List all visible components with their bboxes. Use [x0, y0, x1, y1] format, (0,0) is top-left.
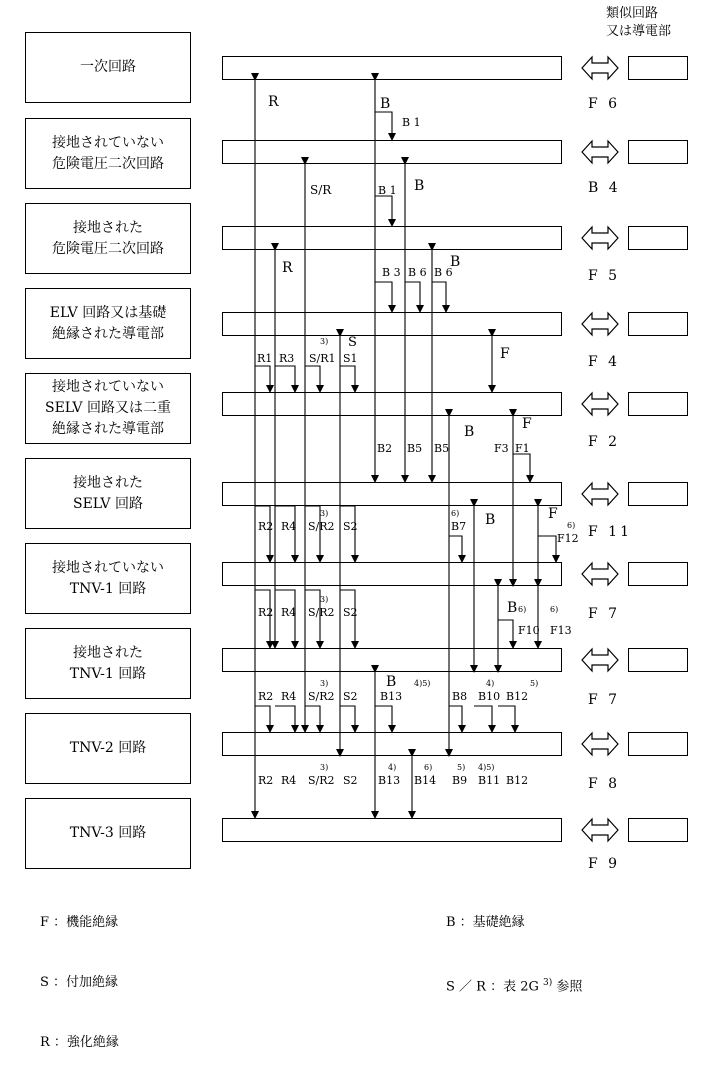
- connector-line: [375, 282, 392, 312]
- arrow-label: R: [282, 260, 293, 276]
- arrow-label: B: [464, 424, 475, 440]
- connector-line: [275, 506, 295, 562]
- legend-left: [40, 873, 119, 1073]
- circuit-label-line: 危険電圧二次回路: [52, 240, 164, 257]
- connector-line: [275, 366, 295, 392]
- arrow-label: B11: [478, 774, 501, 787]
- arrow-label: B 1: [378, 184, 397, 197]
- connector-line: [305, 590, 320, 648]
- arrow-label: 3): [320, 763, 329, 772]
- arrow-label: B 3: [382, 266, 401, 279]
- arrow-label: 4)5): [478, 763, 495, 772]
- connector-line: [305, 706, 320, 732]
- connector-line: [255, 706, 270, 732]
- arrow-label: S2: [343, 606, 358, 619]
- arrow-label: F12: [557, 532, 579, 545]
- arrow-label: B13: [378, 774, 401, 787]
- connector-line: [255, 366, 270, 392]
- connector-line: [449, 706, 462, 732]
- arrow-label: B5: [407, 442, 423, 455]
- connector-line: [405, 282, 420, 312]
- arrow-label: S2: [343, 690, 358, 703]
- legend-right: [446, 873, 582, 1017]
- arrow-label: B: [414, 178, 425, 194]
- arrow-label: R1: [257, 352, 273, 365]
- arrow-label: B5: [434, 442, 450, 455]
- circuit-label-line: TNV-3 回路: [69, 825, 147, 841]
- arrow-label: B10: [478, 690, 501, 703]
- arrow-label: S2: [343, 520, 358, 533]
- arrow-label: S/R: [310, 183, 332, 197]
- legend-reinforced: R ：強化絶縁: [40, 1035, 119, 1050]
- arrow-label: S2: [343, 774, 358, 787]
- circuit-label-line: 接地された: [73, 644, 143, 661]
- arrow-label: 4)5): [414, 679, 431, 688]
- equivalent-arrow: [582, 483, 618, 505]
- arrow-label: B13: [380, 690, 403, 703]
- connector-line: [255, 506, 270, 562]
- arrow-label: 4): [486, 679, 495, 688]
- equivalent-arrow: [582, 733, 618, 755]
- arrow-label: B 6: [434, 266, 453, 279]
- arrow-label: B14: [414, 774, 437, 787]
- arrow-label: 4): [388, 763, 397, 772]
- connector-line: [340, 590, 355, 648]
- insulation-label: F 5: [588, 268, 621, 284]
- arrow-label: 6): [424, 763, 433, 772]
- connector-line: [275, 590, 295, 648]
- equivalent-arrow: [582, 393, 618, 415]
- arrow-label: 6): [451, 509, 460, 518]
- arrow-label: R4: [281, 690, 297, 703]
- insulation-label: F 11: [588, 524, 632, 540]
- connector-line: [498, 706, 515, 732]
- arrow-label: F13: [550, 624, 572, 637]
- arrow-label: B: [485, 512, 496, 528]
- equivalent-arrow: [582, 313, 618, 335]
- arrow-label: R: [268, 94, 279, 110]
- arrow-label: B8: [452, 690, 468, 703]
- insulation-label: F 4: [588, 354, 621, 370]
- arrow-label: R2: [258, 520, 274, 533]
- equivalent-arrow: [582, 563, 618, 585]
- arrow-label: B: [507, 600, 518, 616]
- connector-line: [513, 454, 530, 482]
- circuit-label-line: 一次回路: [80, 59, 136, 75]
- equivalent-arrow: [582, 819, 618, 841]
- circuit-label-line: 接地されていない: [52, 379, 164, 395]
- circuit-label-line: SELV 回路又は二重: [44, 400, 171, 416]
- insulation-label: F 9: [588, 856, 621, 872]
- arrow-label: B12: [506, 690, 529, 703]
- connector-line: [432, 282, 446, 312]
- circuit-label-line: ELV 回路又は基礎: [49, 304, 167, 321]
- circuit-label-line: SELV 回路: [72, 495, 143, 512]
- circuit-label-line: 接地されていない: [52, 134, 164, 151]
- circuit-label-line: 絶縁された導電部: [52, 421, 164, 437]
- insulation-label: F 6: [588, 96, 621, 112]
- legend-functional: F ：機能絶縁: [40, 915, 119, 930]
- equivalent-arrow: [582, 649, 618, 671]
- arrow-label: F: [548, 506, 558, 522]
- connector-line: [474, 706, 492, 732]
- arrow-label: 3): [320, 337, 329, 346]
- header-line-1: 類似回路: [606, 6, 659, 21]
- arrow-label: R2: [258, 774, 274, 787]
- arrow-label: B7: [451, 520, 467, 533]
- circuit-label-line: TNV-2 回路: [69, 740, 147, 756]
- legend-basic: B ：基礎絶縁: [446, 915, 525, 930]
- circuit-label-line: 絶縁された導電部: [52, 325, 164, 342]
- circuit-label-line: TNV-1 回路: [69, 665, 147, 682]
- arrow-label: R4: [281, 520, 297, 533]
- arrow-label: 3): [320, 679, 329, 688]
- header-line-2: 又は導電部: [606, 24, 672, 39]
- connector-line: [340, 506, 355, 562]
- equivalent-arrow: [582, 57, 618, 79]
- arrow-label: R4: [281, 774, 297, 787]
- arrow-label: B2: [377, 442, 393, 455]
- connector-line: [538, 536, 556, 562]
- arrow-label: F: [522, 416, 532, 432]
- arrow-label: R3: [279, 352, 295, 365]
- arrow-label: 6): [550, 605, 559, 614]
- arrow-label: B: [450, 254, 461, 270]
- arrow-label: S1: [343, 352, 358, 365]
- arrow-label: F1: [515, 442, 530, 455]
- arrow-label: F: [500, 346, 510, 362]
- arrow-label: S/R2: [308, 606, 335, 619]
- connector-line: [305, 506, 320, 562]
- arrow-label: B 6: [408, 266, 427, 279]
- circuit-label-line: 接地された: [73, 219, 143, 236]
- arrow-label: 5): [530, 679, 539, 688]
- insulation-label: F 7: [588, 692, 621, 708]
- circuit-label-line: 接地されていない: [52, 559, 164, 576]
- arrow-label: 3): [320, 595, 329, 604]
- arrow-label: S/R2: [308, 690, 335, 703]
- circuit-label-line: 接地された: [73, 474, 143, 491]
- arrow-label: B: [380, 96, 391, 112]
- arrow-label: F10: [518, 624, 540, 637]
- equivalent-arrow: [582, 141, 618, 163]
- connector-line: [305, 366, 320, 392]
- insulation-label: F 8: [588, 776, 621, 792]
- insulation-label: F 7: [588, 606, 621, 622]
- connector-line: [340, 706, 355, 732]
- connector-line: [275, 706, 295, 732]
- arrow-label: B: [386, 674, 397, 690]
- arrow-label: S: [348, 335, 357, 350]
- insulation-label: F 2: [588, 434, 621, 450]
- connector-line: [375, 196, 392, 226]
- arrow-label: S/R1: [309, 352, 336, 365]
- arrow-label: R2: [258, 606, 274, 619]
- connector-line: [375, 112, 392, 140]
- arrow-label: B9: [452, 774, 468, 787]
- arrow-label: R2: [258, 690, 274, 703]
- circuit-label-line: 危険電圧二次回路: [52, 155, 164, 172]
- arrow-label: R4: [281, 606, 297, 619]
- arrow-label: S/R2: [308, 520, 335, 533]
- arrow-label: 3): [320, 509, 329, 518]
- connector-line: [498, 620, 513, 648]
- legend-sr: S ／ R ：表 2G $^{3)}$ 参照: [446, 978, 583, 995]
- arrow-label: 5): [457, 763, 466, 772]
- arrow-label: B12: [506, 774, 529, 787]
- connector-line: [375, 706, 392, 732]
- circuit-label-line: TNV-1 回路: [69, 580, 147, 597]
- arrow-label: 6): [518, 605, 527, 614]
- insulation-label: B 4: [588, 180, 621, 196]
- arrow-label: 6): [567, 521, 576, 530]
- arrow-label: S/R2: [308, 774, 335, 787]
- equivalent-arrow: [582, 227, 618, 249]
- legend-supplementary: S ：付加絶縁: [40, 975, 119, 990]
- arrow-label: F3: [494, 442, 509, 455]
- connector-line: [449, 536, 462, 562]
- connector-line: [255, 590, 270, 648]
- arrow-label: B 1: [402, 116, 421, 129]
- connector-line: [340, 366, 355, 392]
